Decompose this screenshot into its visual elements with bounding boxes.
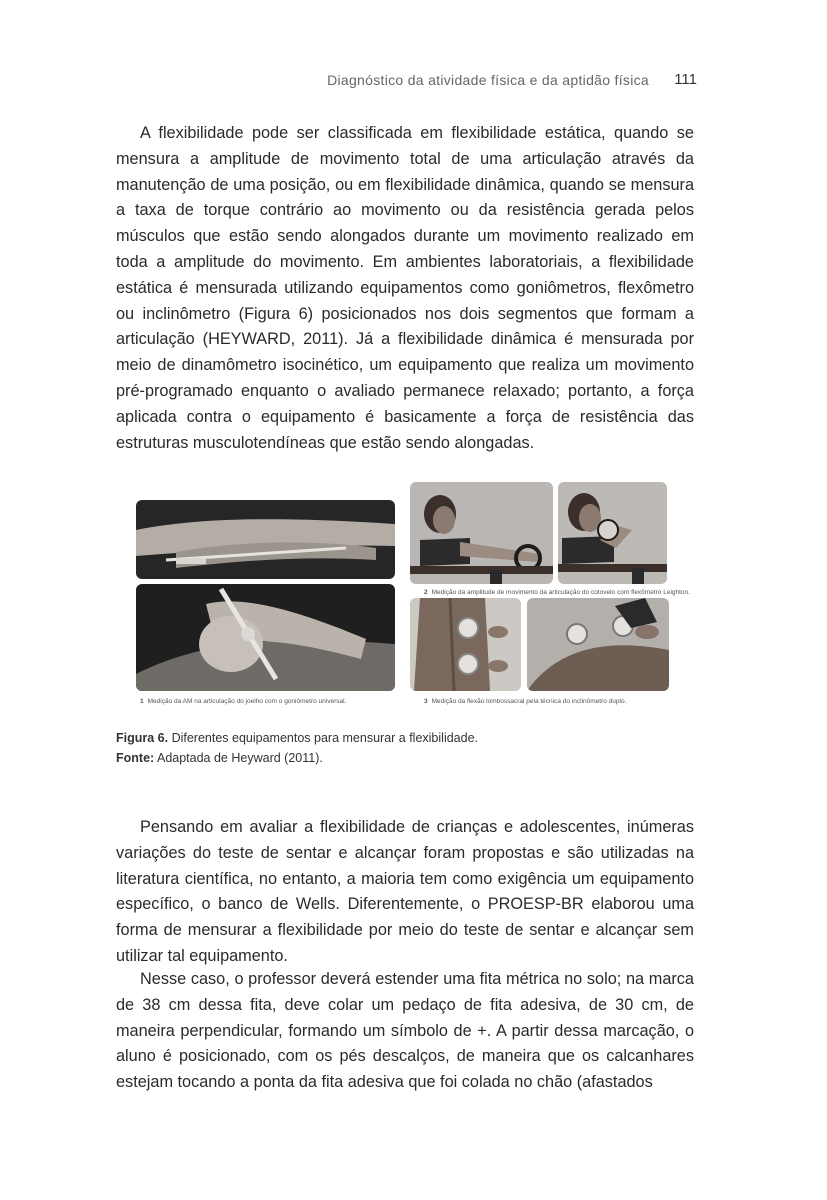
panel-1-label: 1 Medição da AM na articulação do joelho com o goniômetro universal.: [140, 698, 347, 705]
figure-caption: Figura 6. Diferentes equipamentos para mensurar a flexibilidade.: [116, 731, 478, 745]
photo-elbow-flexometer-flexed: [558, 482, 667, 584]
photo-inclinometer-back-flexed: [527, 598, 669, 691]
panel-2-label: 2 Medição da amplitude de movimento da articulação do cotovelo com flexômetro Leighton.: [424, 589, 690, 596]
running-title: Diagnóstico da atividade física e da aptidão física: [327, 72, 649, 88]
photo-knee-goniometer-bottom: [136, 584, 395, 691]
photo-elbow-flexometer-extended: [410, 482, 553, 584]
paragraph-flexibility-types: A flexibilidade pode ser classificada em flexibilidade estática, quando se mensura a amplitude de movimento total de uma articulação através da manutenção de uma posição, ou em flexibilidade dinâmica, quando se mensura a taxa de torque contrário ao movimento ou da resistência gerada pelos músculos que estão sendo alongados durante um movimento realizado em toda a amplitude do movimento. Em ambientes laboratoriais, a flexibilidade estática é mensurada utilizando equipamentos como goniômetros, flexômetro ou inclinômetro (Figura 6) posicionados nos dois segmentos que formam a articulação (HEYWARD, 2011). Já a flexibilidade dinâmica é mensurada por meio de dinamômetro isocinético, um equipamento que realiza um movimento pré-programado enquanto o avaliado permanece relaxado; portanto, a força aplicada contra o equipamento é basicamente a força de resistência das estruturas musculotendíneas que estão sendo alongadas.: [116, 124, 694, 452]
page-number: 111: [674, 71, 697, 88]
paragraph-procedure: Nesse caso, o professor deverá estender uma fita métrica no solo; na marca de 38 cm dessa fita, deve colar um pedaço de fita adesiva, de 30 cm, de maneira perpendicular, formando um símbolo de +. A partir dessa marcação, o aluno é posicionado, com os pés descalços, de maneira que os calcanhares estejam tocando a ponta da fita adesiva que foi colada no chão (afastados: [116, 970, 694, 1092]
panel-3-label: 3 Medição da flexão lombossacral pela técnica do inclinômetro duplo.: [424, 698, 627, 705]
figure-6: [136, 478, 690, 710]
figure-source: Fonte: Adaptada de Heyward (2011).: [116, 751, 323, 765]
photo-knee-goniometer-top: [136, 500, 395, 579]
photo-inclinometer-back-upright: [410, 598, 521, 691]
paragraph-sit-and-reach: Pensando em avaliar a flexibilidade de crianças e adolescentes, inúmeras variações do teste de sentar e alcançar foram propostas e são utilizadas na literatura científica, no entanto, a maioria tem como exigência um equipamento específico, o banco de Wells. Diferentemente, o PROESP-BR elaborou uma forma de mensurar a flexibilidade por meio do teste de sentar e alcançar sem utilizar tal equipamento.: [116, 818, 694, 965]
